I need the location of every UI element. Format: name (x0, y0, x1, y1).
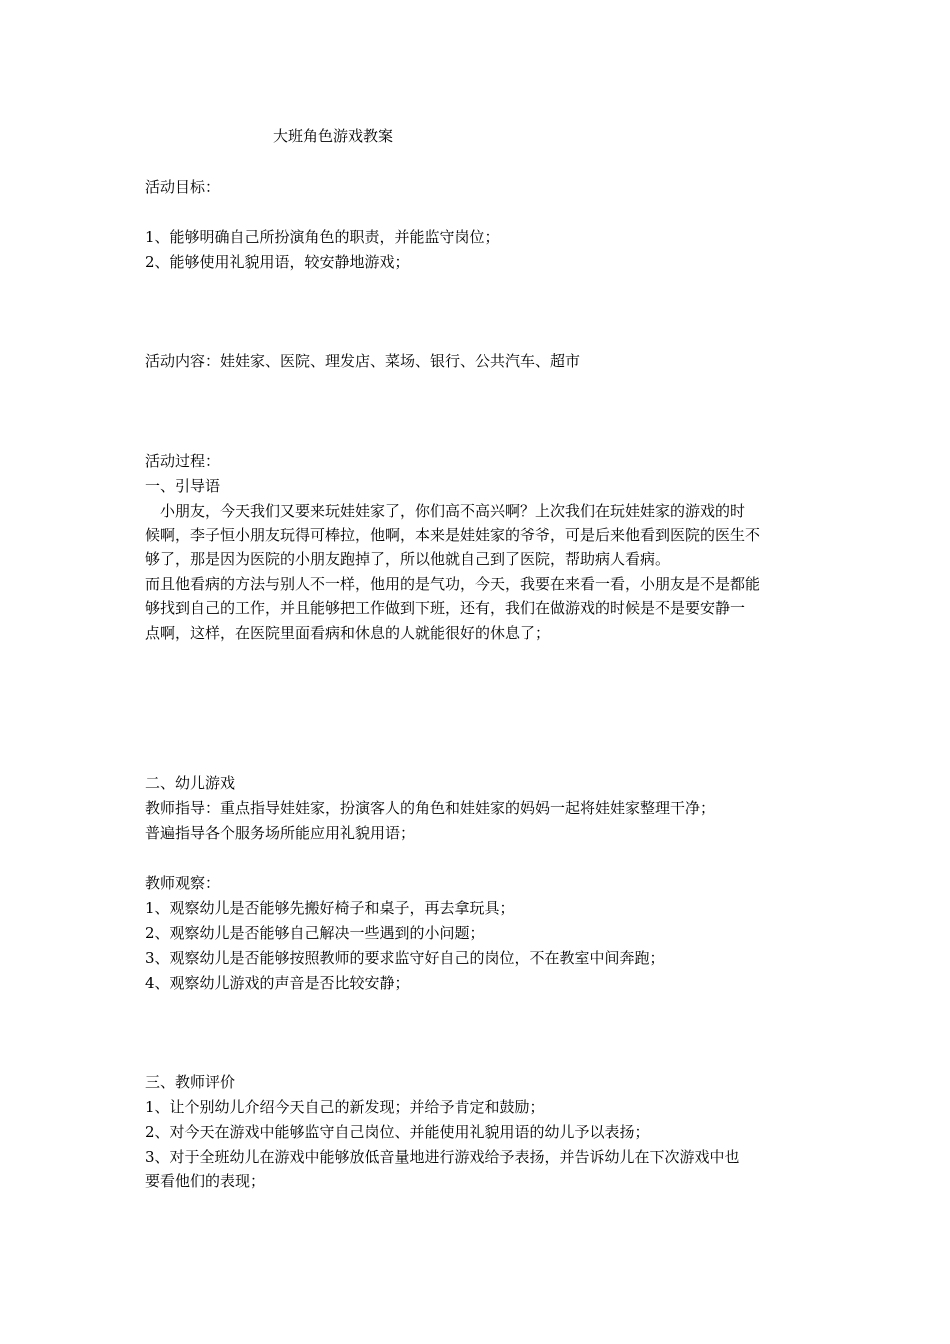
evaluation-item: 2、对今天在游戏中能够监守自己岗位、并能使用礼貌用语的幼儿予以表扬； (145, 1123, 650, 1141)
guidance-line: 普遍指导各个服务场所能应用礼貌用语； (145, 824, 416, 842)
observe-heading: 教师观察： (145, 874, 221, 892)
section-heading: 三、教师评价 (145, 1073, 236, 1091)
paragraph-line: 点啊，这样，在医院里面看病和休息的人就能很好的休息了； (145, 624, 551, 642)
goal-item: 1、能够明确自己所扮演角色的职责，并能监守岗位； (145, 228, 500, 246)
evaluation-item: 要看他们的表现； (145, 1172, 266, 1190)
paragraph-line: 小朋友，今天我们又要来玩娃娃家了，你们高不高兴啊？上次我们在玩娃娃家的游戏的时 (145, 502, 746, 520)
paragraph-line: 够了，那是因为医院的小朋友跑掉了，所以他就自己到了医院，帮助病人看病。 (145, 550, 671, 568)
activity-content: 活动内容：娃娃家、医院、理发店、菜场、银行、公共汽车、超市 (145, 352, 581, 370)
paragraph-line: 候啊，李子恒小朋友玩得可棒拉，他啊，本来是娃娃家的爷爷，可是后来他看到医院的医生不 (145, 526, 761, 544)
evaluation-item: 3、对于全班幼儿在游戏中能够放低音量地进行游戏给予表扬，并告诉幼儿在下次游戏中也 (145, 1148, 740, 1166)
paragraph-line: 够找到自己的工作，并且能够把工作做到下班，还有，我们在做游戏的时候是不是要安静一 (145, 599, 746, 617)
observe-item: 2、观察幼儿是否能够自己解决一些遇到的小问题； (145, 924, 485, 942)
document-title: 大班角色游戏教案 (273, 127, 394, 145)
observe-item: 3、观察幼儿是否能够按照教师的要求监守好自己的岗位，不在教室中间奔跑； (145, 949, 665, 967)
evaluation-item: 1、让个别幼儿介绍今天自己的新发现；并给予肯定和鼓励； (145, 1098, 545, 1116)
section-heading: 二、幼儿游戏 (145, 774, 236, 792)
guidance-line: 教师指导：重点指导娃娃家，扮演客人的角色和娃娃家的妈妈一起将娃娃家整理干净； (145, 799, 716, 817)
section-heading: 一、引导语 (145, 477, 221, 495)
paragraph-line: 而且他看病的方法与别人不一样，他用的是气功，今天，我要在来看一看，小朋友是不是都能 (145, 575, 761, 593)
goal-item: 2、能够使用礼貌用语，较安静地游戏； (145, 253, 410, 271)
observe-item: 4、观察幼儿游戏的声音是否比较安静； (145, 974, 410, 992)
observe-item: 1、观察幼儿是否能够先搬好椅子和桌子，再去拿玩具； (145, 899, 515, 917)
process-heading: 活动过程： (145, 452, 221, 470)
goals-heading: 活动目标： (145, 178, 221, 196)
